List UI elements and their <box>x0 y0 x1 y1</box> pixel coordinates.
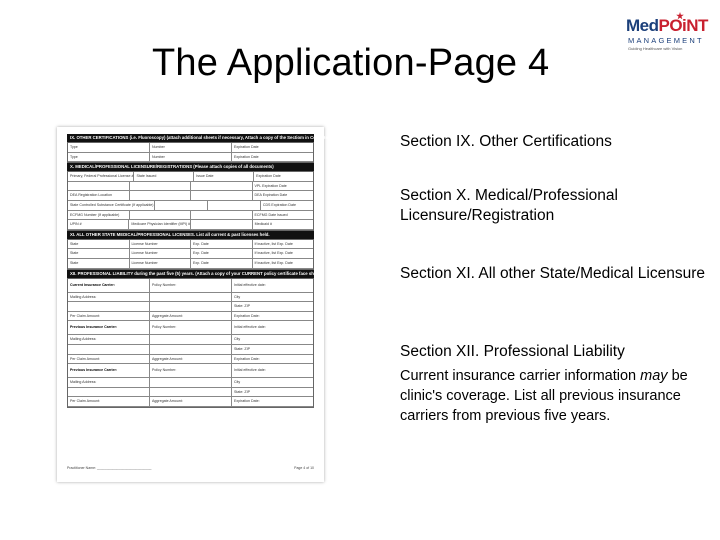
form-body <box>67 134 332 408</box>
form-cell <box>191 211 253 220</box>
form-cell: ECFMG Number (If applicable) <box>68 211 130 220</box>
form-cell <box>130 211 192 220</box>
form-cell: Issue Date <box>194 172 254 181</box>
form-cell <box>191 191 253 200</box>
desc-before: Current insurance carrier information <box>400 368 641 384</box>
form-cell: DEA Registration Location <box>68 191 130 200</box>
form-cell: Aggregate Amount: <box>150 355 232 364</box>
form-cell <box>155 201 208 210</box>
form-row <box>68 259 313 269</box>
form-row <box>68 397 313 407</box>
form-cell: Medicare Physician Identifier (MPI) # <box>129 220 191 229</box>
form-row <box>68 355 313 365</box>
form-section-11-rows <box>67 239 314 270</box>
form-cell: License Number <box>130 240 192 249</box>
form-cell: Type <box>68 143 150 152</box>
form-row <box>68 293 313 303</box>
form-row <box>68 364 313 378</box>
form-cell <box>130 191 192 200</box>
form-row <box>68 220 313 230</box>
form-row <box>68 345 313 355</box>
section-heading: Section XI. All other State/Medical Licensure <box>400 265 705 282</box>
form-cell: Expiration Date <box>234 154 259 159</box>
form-cell: Primary, Federal Professional License # <box>68 172 134 181</box>
logo-sub: MANAGEMENT <box>628 36 704 45</box>
form-cell: If inactive, list Exp. Date <box>254 241 293 246</box>
form-section-12-rows <box>67 278 314 408</box>
section-heading: Section XII. Professional Liability <box>400 343 625 360</box>
form-row <box>68 378 313 388</box>
form-section-9-rows <box>67 142 314 163</box>
form-cell: State: ZIP <box>234 304 250 309</box>
form-cell: State <box>68 249 130 258</box>
desc-emphasis: may <box>640 368 668 384</box>
form-cell <box>208 201 261 210</box>
form-cell <box>68 345 150 354</box>
form-cell: Medicaid # <box>254 222 272 227</box>
section-xi <box>400 264 710 284</box>
form-row <box>68 302 313 312</box>
section-x <box>400 186 710 226</box>
form-cell: Per Claim Amount: <box>68 312 150 321</box>
form-cell: State: ZIP <box>234 389 250 394</box>
form-cell <box>150 302 232 311</box>
form-row <box>68 143 313 153</box>
logo-brand-part1: Med <box>626 16 659 35</box>
form-cell: Number <box>150 153 232 162</box>
form-cell: City <box>234 380 241 385</box>
form-cell <box>150 293 232 302</box>
form-section-11-header: XI. ALL OTHER STATE MEDICAL/PROFESSIONAL LICENSES. List all current & past licenses held. <box>67 231 314 239</box>
form-cell: Previous Insurance Carrier: <box>68 321 150 334</box>
form-cell: Aggregate Amount: <box>150 312 232 321</box>
form-cell: Current Insurance Carrier: <box>68 279 150 292</box>
logo-brand-part2: POiNT <box>658 16 708 35</box>
form-row <box>68 388 313 398</box>
form-cell: Exp. Date <box>191 240 253 249</box>
form-cell: If inactive, list Exp. Date <box>254 251 293 256</box>
form-cell <box>150 345 232 354</box>
form-cell: Mailing Address: <box>68 378 150 387</box>
form-section-10-header: X. MEDICAL/PROFESSIONAL LICENSURE/REGISTRATIONS (Please attach copies of all documents) <box>67 163 314 171</box>
form-cell: Aggregate Amount: <box>150 397 232 406</box>
form-row <box>68 182 313 192</box>
form-cell: Exp. Date <box>191 249 253 258</box>
form-footer-page: Page 4 of 10 <box>294 466 314 470</box>
form-cell <box>150 388 232 397</box>
form-cell: Type <box>68 153 150 162</box>
form-row <box>68 153 313 163</box>
form-cell: Per Claim Amount: <box>68 397 150 406</box>
form-cell: Expiration Date: <box>234 399 260 404</box>
form-cell: Expiration Date: <box>234 313 260 318</box>
form-cell <box>68 302 150 311</box>
form-row <box>68 240 313 250</box>
form-cell: ECFMG Date Issued <box>254 212 288 217</box>
form-row <box>68 191 313 201</box>
form-section-9-header: IX. OTHER CERTIFICATIONS (i.e. Fluoroscopy) (attach additional sheets if necessary, Attach a copy of the Sectiom in Cert / Reg) <box>67 134 314 142</box>
medpoint-logo <box>626 14 712 54</box>
form-cell: Expiration Date <box>234 145 259 149</box>
form-cell: Previous Insurance Carrier: <box>68 364 150 377</box>
form-cell <box>68 182 130 191</box>
slide-title: The Application-Page 4 <box>152 42 550 84</box>
form-cell: Policy Number: <box>150 321 232 334</box>
form-footer-name: Practitioner Name: ____________________________ <box>67 466 152 470</box>
form-cell: UPIN # <box>68 220 129 229</box>
section-xii <box>400 342 710 426</box>
form-cell: Number <box>150 143 232 152</box>
form-row <box>68 279 313 293</box>
form-row <box>68 172 313 182</box>
form-row <box>68 249 313 259</box>
form-cell: License Number <box>130 259 192 268</box>
form-cell <box>68 388 150 397</box>
form-cell: State Issued <box>134 172 194 181</box>
form-cell: Expiration Date <box>256 174 281 179</box>
form-cell: Mailing Address: <box>68 335 150 344</box>
form-footer <box>67 466 314 470</box>
form-cell: State <box>68 240 130 249</box>
form-cell: Exp. Date <box>191 259 253 268</box>
form-cell: City <box>234 294 241 299</box>
form-cell: Initial effective date: <box>234 325 266 330</box>
form-cell <box>130 182 192 191</box>
form-row <box>68 312 313 322</box>
section-ix <box>400 132 710 152</box>
form-section-12-header: XII. PROFESSIONAL LIABILITY during the past five (5) years. (Attach a copy of your CURRENT policy certificate face sheet.) <box>67 270 314 278</box>
section-xii-description <box>400 366 710 426</box>
form-cell: Mailing Address: <box>68 293 150 302</box>
application-form-page-thumbnail <box>57 127 332 482</box>
form-cell: Per Claim Amount: <box>68 355 150 364</box>
form-cell <box>191 220 252 229</box>
form-row <box>68 321 313 335</box>
form-row <box>68 335 313 345</box>
form-cell: CDS Expiration Date <box>262 202 296 207</box>
form-cell <box>150 335 232 344</box>
form-cell: If inactive, list Exp. Date <box>254 260 293 265</box>
logo-tagline: Guiding Healthcare with Vision <box>628 46 683 51</box>
form-cell: State: ZIP <box>234 346 250 351</box>
form-row <box>68 211 313 221</box>
form-cell: Initial effective date: <box>234 282 266 287</box>
desc-after: be clinic's coverage. List all previous insurance carriers from previous five years. <box>400 368 688 424</box>
section-heading: Section X. Medical/Professional Licensure/Registration <box>400 187 618 224</box>
form-cell: DEA Expiration Date <box>254 193 288 198</box>
form-section-10-rows <box>67 171 314 231</box>
form-cell: State Controlled Substance Certificate (If applicable) <box>68 201 155 210</box>
form-cell: License Number <box>130 249 192 258</box>
form-cell: Initial effective date: <box>234 368 266 373</box>
form-cell: VPL Expiration Date <box>254 183 287 188</box>
form-cell: Policy Number: <box>150 364 232 377</box>
form-cell <box>150 378 232 387</box>
form-cell: City <box>234 337 241 342</box>
form-cell <box>191 182 253 191</box>
form-cell: Policy Number: <box>150 279 232 292</box>
logo-brand <box>626 16 708 36</box>
form-row <box>68 201 313 211</box>
form-cell: Expiration Date: <box>234 356 260 361</box>
section-heading: Section IX. Other Certifications <box>400 133 612 150</box>
form-cell: State <box>68 259 130 268</box>
